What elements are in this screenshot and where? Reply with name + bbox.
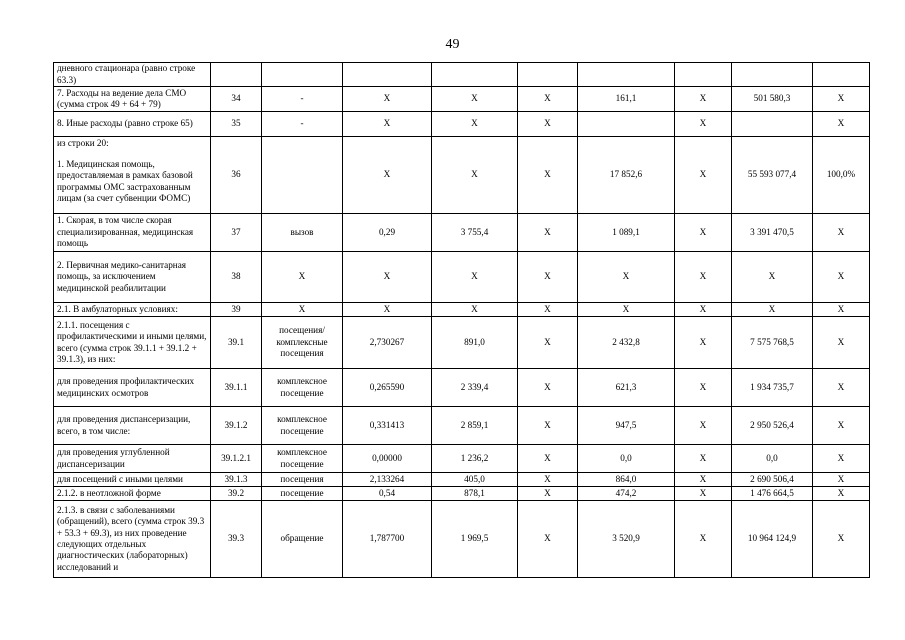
share-percent-cell <box>813 63 870 87</box>
budget-per-capita-cell: X <box>518 87 578 112</box>
volume-norm-cell: 1,787700 <box>343 501 432 578</box>
budget-total-cell: X <box>675 137 732 214</box>
oms-total-cell: 2 690 506,4 <box>732 473 813 487</box>
budget-total-cell: X <box>675 303 732 317</box>
budget-total-cell: X <box>675 487 732 501</box>
budget-per-capita-cell: X <box>518 252 578 303</box>
unit-cell: комплексное посещение <box>262 445 343 473</box>
table-row <box>54 501 870 578</box>
budget-per-capita-cell: X <box>518 501 578 578</box>
volume-norm-cell: 2,730267 <box>343 317 432 369</box>
oms-per-capita-cell: 1 089,1 <box>578 214 675 252</box>
row-code-cell: 38 <box>211 252 262 303</box>
unit-cell: посещения/комплексные посещения <box>262 317 343 369</box>
unit-cell <box>262 63 343 87</box>
table-row <box>54 445 870 473</box>
cost-norm-cell: X <box>432 112 518 137</box>
row-code-cell: 37 <box>211 214 262 252</box>
oms-per-capita-cell: 2 432,8 <box>578 317 675 369</box>
share-percent-cell: X <box>813 407 870 445</box>
share-percent-cell: X <box>813 317 870 369</box>
unit-cell: X <box>262 252 343 303</box>
cost-norm-cell: 405,0 <box>432 473 518 487</box>
unit-cell: - <box>262 87 343 112</box>
oms-total-cell: 1 476 664,5 <box>732 487 813 501</box>
oms-total-cell: 7 575 768,5 <box>732 317 813 369</box>
row-name: для проведения профилактических медицинских осмотров <box>54 369 211 407</box>
share-percent-cell: X <box>813 487 870 501</box>
row-name: 2.1.1. посещения с профилактическими и иными целями, всего (сумма строк 39.1.1 + 39.1.2 + 39.1.3), из них: <box>54 317 211 369</box>
row-name: из строки 20: <box>54 137 211 151</box>
oms-per-capita-cell: 621,3 <box>578 369 675 407</box>
table-row <box>54 407 870 445</box>
oms-total-cell: 501 580,3 <box>732 87 813 112</box>
oms-total-cell: 55 593 077,4 <box>732 137 813 214</box>
cost-norm-cell: 3 755,4 <box>432 214 518 252</box>
budget-per-capita-cell <box>518 63 578 87</box>
oms-total-cell: 0,0 <box>732 445 813 473</box>
budget-total-cell: X <box>675 87 732 112</box>
row-code-cell: 39 <box>211 303 262 317</box>
row-name: 2.1.3. в связи с заболеваниями (обращений), всего (сумма строк 39.3 + 53.3 + 69.3), из них проведение следующих отдельных диагностических (лабораторных) исследований и <box>54 501 211 578</box>
table-row <box>54 252 870 303</box>
table-row <box>54 473 870 487</box>
unit-cell: комплексное посещение <box>262 407 343 445</box>
oms-per-capita-cell: 947,5 <box>578 407 675 445</box>
cost-norm-cell: X <box>432 303 518 317</box>
table-row <box>54 317 870 369</box>
row-code-cell: 36 <box>211 137 262 214</box>
budget-per-capita-cell: X <box>518 214 578 252</box>
row-name: для посещений с иными целями <box>54 473 211 487</box>
budget-total-cell: X <box>675 445 732 473</box>
cost-norm-cell: X <box>432 252 518 303</box>
budget-per-capita-cell: X <box>518 445 578 473</box>
row-code-cell: 39.1.3 <box>211 473 262 487</box>
row-name: 2. Первичная медико-санитарная помощь, за исключением медицинской реабилитации <box>54 252 211 303</box>
cost-norm-cell <box>432 63 518 87</box>
share-percent-cell: 100,0% <box>813 137 870 214</box>
volume-norm-cell <box>343 63 432 87</box>
row-code-cell: 39.1.1 <box>211 369 262 407</box>
table-row <box>54 87 870 112</box>
budget-per-capita-cell: X <box>518 137 578 214</box>
table-row <box>54 369 870 407</box>
oms-total-cell <box>732 63 813 87</box>
oms-total-cell: 3 391 470,5 <box>732 214 813 252</box>
volume-norm-cell: X <box>343 303 432 317</box>
row-code-cell <box>211 63 262 87</box>
page-number: 49 <box>445 37 460 52</box>
budget-total-cell: X <box>675 473 732 487</box>
share-percent-cell: X <box>813 369 870 407</box>
table-row <box>54 214 870 252</box>
unit-cell: комплексное посещение <box>262 369 343 407</box>
budget-total-cell <box>675 63 732 87</box>
volume-norm-cell: X <box>343 112 432 137</box>
budget-per-capita-cell: X <box>518 487 578 501</box>
oms-total-cell: 1 934 735,7 <box>732 369 813 407</box>
table-body <box>54 63 870 578</box>
row-name: 7. Расходы на ведение дела СМО (сумма строк 49 + 64 + 79) <box>54 87 211 112</box>
budget-total-cell: X <box>675 112 732 137</box>
row-name: дневного стационара (равно строке 63.3) <box>54 63 211 87</box>
volume-norm-cell: X <box>343 252 432 303</box>
row-code-cell: 34 <box>211 87 262 112</box>
budget-total-cell: X <box>675 407 732 445</box>
budget-per-capita-cell: X <box>518 303 578 317</box>
oms-per-capita-cell: X <box>578 252 675 303</box>
oms-total-cell: X <box>732 303 813 317</box>
cost-norm-cell: 1 969,5 <box>432 501 518 578</box>
row-name: 1. Скорая, в том числе скорая специализированная, медицинская помощь <box>54 214 211 252</box>
oms-per-capita-cell <box>578 112 675 137</box>
oms-per-capita-cell: 864,0 <box>578 473 675 487</box>
volume-norm-cell: 0,54 <box>343 487 432 501</box>
share-percent-cell: X <box>813 473 870 487</box>
row-name: 2.1. В амбулаторных условиях: <box>54 303 211 317</box>
table-row <box>54 487 870 501</box>
unit-cell: - <box>262 112 343 137</box>
oms-total-cell: 10 964 124,9 <box>732 501 813 578</box>
oms-per-capita-cell: X <box>578 303 675 317</box>
row-name: для проведения углубленной диспансеризации <box>54 445 211 473</box>
cost-norm-cell: X <box>432 137 518 214</box>
share-percent-cell: X <box>813 252 870 303</box>
oms-total-cell <box>732 112 813 137</box>
volume-norm-cell: 2,133264 <box>343 473 432 487</box>
table-row <box>54 63 870 87</box>
budget-table <box>53 62 870 578</box>
budget-total-cell: X <box>675 214 732 252</box>
share-percent-cell: X <box>813 214 870 252</box>
budget-total-cell: X <box>675 501 732 578</box>
budget-total-cell: X <box>675 317 732 369</box>
unit-cell: обращение <box>262 501 343 578</box>
unit-cell: X <box>262 303 343 317</box>
budget-per-capita-cell: X <box>518 369 578 407</box>
row-code-cell: 39.1.2 <box>211 407 262 445</box>
row-name: 2.1.2. в неотложной форме <box>54 487 211 501</box>
row-code-cell: 35 <box>211 112 262 137</box>
cost-norm-cell: 2 339,4 <box>432 369 518 407</box>
unit-cell: вызов <box>262 214 343 252</box>
cost-norm-cell: 878,1 <box>432 487 518 501</box>
row-code-cell: 39.1 <box>211 317 262 369</box>
budget-per-capita-cell: X <box>518 407 578 445</box>
row-name: 8. Иные расходы (равно строке 65) <box>54 112 211 137</box>
row-name: для проведения диспансеризации, всего, в том числе: <box>54 407 211 445</box>
oms-per-capita-cell: 3 520,9 <box>578 501 675 578</box>
volume-norm-cell: 0,00000 <box>343 445 432 473</box>
oms-per-capita-cell: 474,2 <box>578 487 675 501</box>
table-row <box>54 112 870 137</box>
cost-norm-cell: X <box>432 87 518 112</box>
oms-per-capita-cell: 17 852,6 <box>578 137 675 214</box>
row-code-cell: 39.1.2.1 <box>211 445 262 473</box>
volume-norm-cell: X <box>343 87 432 112</box>
unit-cell: посещение <box>262 487 343 501</box>
unit-cell: посещения <box>262 473 343 487</box>
row-code-cell: 39.2 <box>211 487 262 501</box>
row-code-cell: 39.3 <box>211 501 262 578</box>
cost-norm-cell: 891,0 <box>432 317 518 369</box>
volume-norm-cell: 0,29 <box>343 214 432 252</box>
share-percent-cell: X <box>813 501 870 578</box>
table-row <box>54 303 870 317</box>
budget-total-cell: X <box>675 369 732 407</box>
cost-norm-cell: 1 236,2 <box>432 445 518 473</box>
oms-per-capita-cell: 0,0 <box>578 445 675 473</box>
table-row <box>54 137 870 151</box>
budget-per-capita-cell: X <box>518 317 578 369</box>
share-percent-cell: X <box>813 303 870 317</box>
share-percent-cell: X <box>813 112 870 137</box>
volume-norm-cell: 0,331413 <box>343 407 432 445</box>
oms-per-capita-cell: 161,1 <box>578 87 675 112</box>
oms-total-cell: 2 950 526,4 <box>732 407 813 445</box>
budget-total-cell: X <box>675 252 732 303</box>
unit-cell <box>262 137 343 214</box>
budget-per-capita-cell: X <box>518 473 578 487</box>
budget-per-capita-cell: X <box>518 112 578 137</box>
volume-norm-cell: X <box>343 137 432 214</box>
oms-total-cell: X <box>732 252 813 303</box>
share-percent-cell: X <box>813 87 870 112</box>
oms-per-capita-cell <box>578 63 675 87</box>
cost-norm-cell: 2 859,1 <box>432 407 518 445</box>
share-percent-cell: X <box>813 445 870 473</box>
volume-norm-cell: 0,265590 <box>343 369 432 407</box>
row-name: 1. Медицинская помощь, предоставляемая в рамках базовой программы ОМС застрахованным лицам (за счет субвенции ФОМС) <box>54 151 211 214</box>
